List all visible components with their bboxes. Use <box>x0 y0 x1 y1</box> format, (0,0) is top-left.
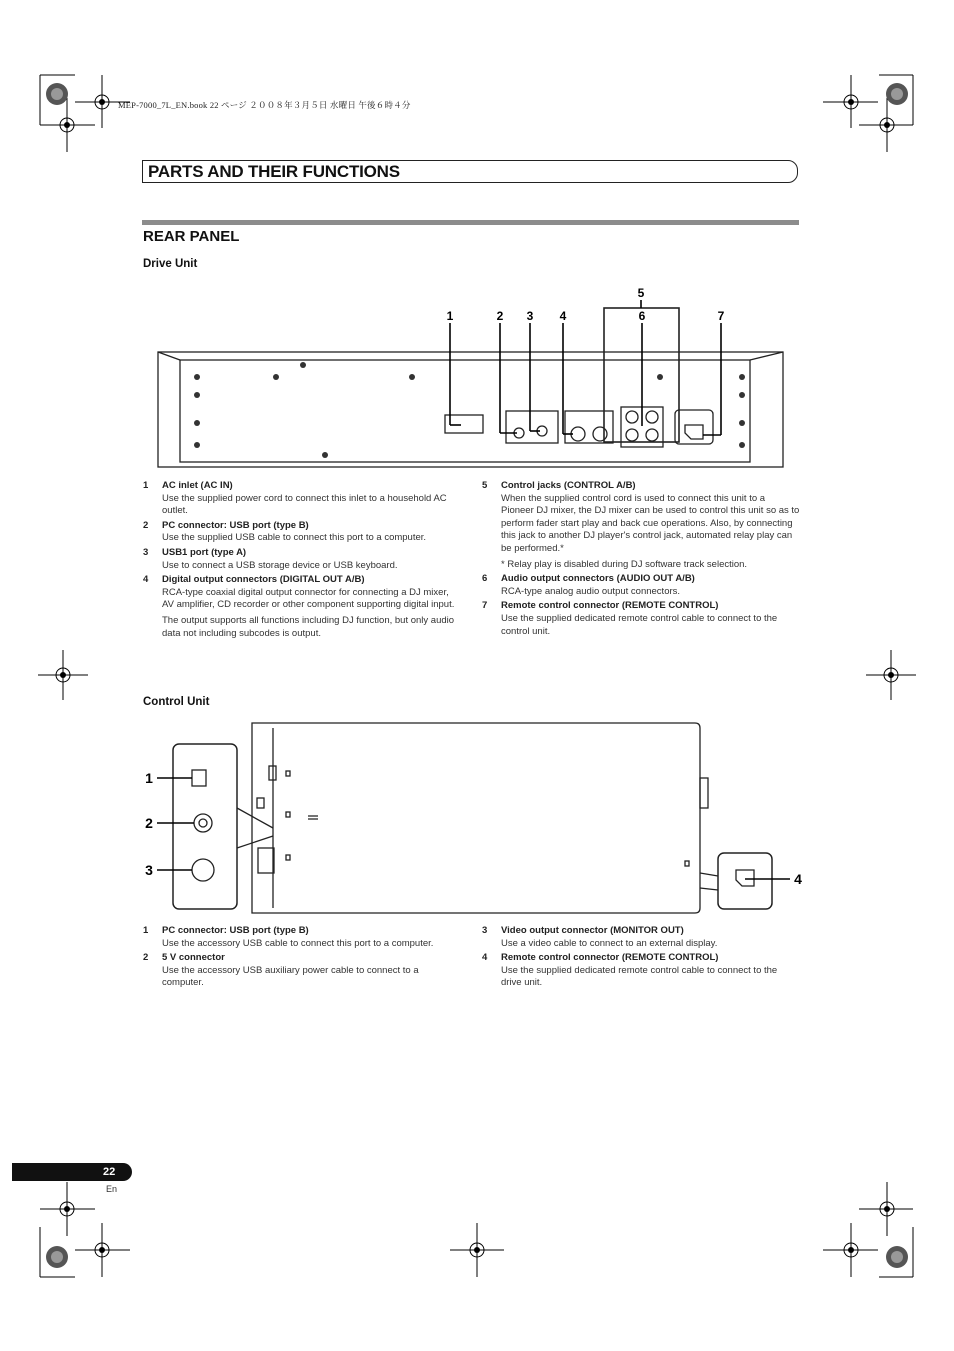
control-callout-2: 2 <box>145 815 153 831</box>
file-info: MEP-7000_7L_EN.book 22 ページ ２００８年３月５日 水曜日 午後６時４分 <box>118 100 411 110</box>
drive-unit-title: Drive Unit <box>143 258 198 270</box>
desc-item: 2 PC connector: USB port (type B) Use the supplied USB cable to connect this port to a computer. <box>143 519 427 544</box>
desc-item: 7 Remote control connector (REMOTE CONTROL) Use the supplied dedicated remote control cable to connect to the control unit. <box>482 600 778 637</box>
section-title: REAR PANEL <box>143 228 240 245</box>
drive-callout-1: 1 <box>446 309 454 323</box>
drive-callout-7: 7 <box>717 309 725 323</box>
desc-item: 2 5 V connector Use the accessory USB auxiliary power cable to connect to a computer. <box>143 952 419 989</box>
drive-unit-desc-left <box>143 480 461 642</box>
control-unit-title: Control Unit <box>143 696 210 708</box>
section-rule <box>142 220 799 225</box>
control-unit-desc-right <box>482 925 800 992</box>
desc-item: 1 AC inlet (AC IN) Use the supplied power cord to connect this inlet to a household AC outlet. <box>143 480 447 517</box>
control-unit-desc-left <box>143 925 461 992</box>
drive-callout-5: 5 <box>637 286 645 300</box>
drive-unit-diagram <box>150 285 790 475</box>
control-callout-1: 1 <box>145 770 153 786</box>
control-unit-diagram <box>140 718 810 918</box>
drive-callout-6: 6 <box>638 309 646 323</box>
control-callout-4: 4 <box>794 871 802 887</box>
desc-item: 4 Remote control connector (REMOTE CONTROL) Use the supplied dedicated remote control cable to connect to the drive unit. <box>482 952 778 989</box>
desc-item: 3 Video output connector (MONITOR OUT) Use a video cable to connect to an external display. <box>482 925 718 949</box>
chapter-title: PARTS AND THEIR FUNCTIONS <box>148 162 400 181</box>
desc-item: 1 PC connector: USB port (type B) Use the accessory USB cable to connect this port to a computer. <box>143 925 434 949</box>
desc-item: 4 Digital output connectors (DIGITAL OUT A/B) RCA-type coaxial digital output connector for connecting a DJ mixer, AV amplifier, CD recorder or other component supporting digital input. The output supports all functions including DJ function, but only audio data not including subcodes is output. <box>143 574 455 639</box>
control-callout-3: 3 <box>145 862 153 878</box>
drive-callout-3: 3 <box>526 309 534 323</box>
page-number: 22 <box>103 1166 116 1178</box>
desc-item: 5 Control jacks (CONTROL A/B) When the supplied control cord is used to connect this unit to a Pioneer DJ mixer, the DJ mixer can be used to control this unit so as to perform fader start play and back cue operations. Also, by connecting this jack to another DJ player's control jack, automated relay play can be performed.* * Relay play is disabled during DJ software track selection. <box>482 480 800 570</box>
drive-unit-desc-right <box>482 480 800 640</box>
desc-item: 3 USB1 port (type A) Use to connect a USB storage device or USB keyboard. <box>143 546 398 571</box>
drive-callout-4: 4 <box>559 309 567 323</box>
page-language: En <box>106 1184 118 1194</box>
desc-item: 6 Audio output connectors (AUDIO OUT A/B) RCA-type analog audio output connectors. <box>482 573 695 597</box>
drive-callout-2: 2 <box>496 309 504 323</box>
